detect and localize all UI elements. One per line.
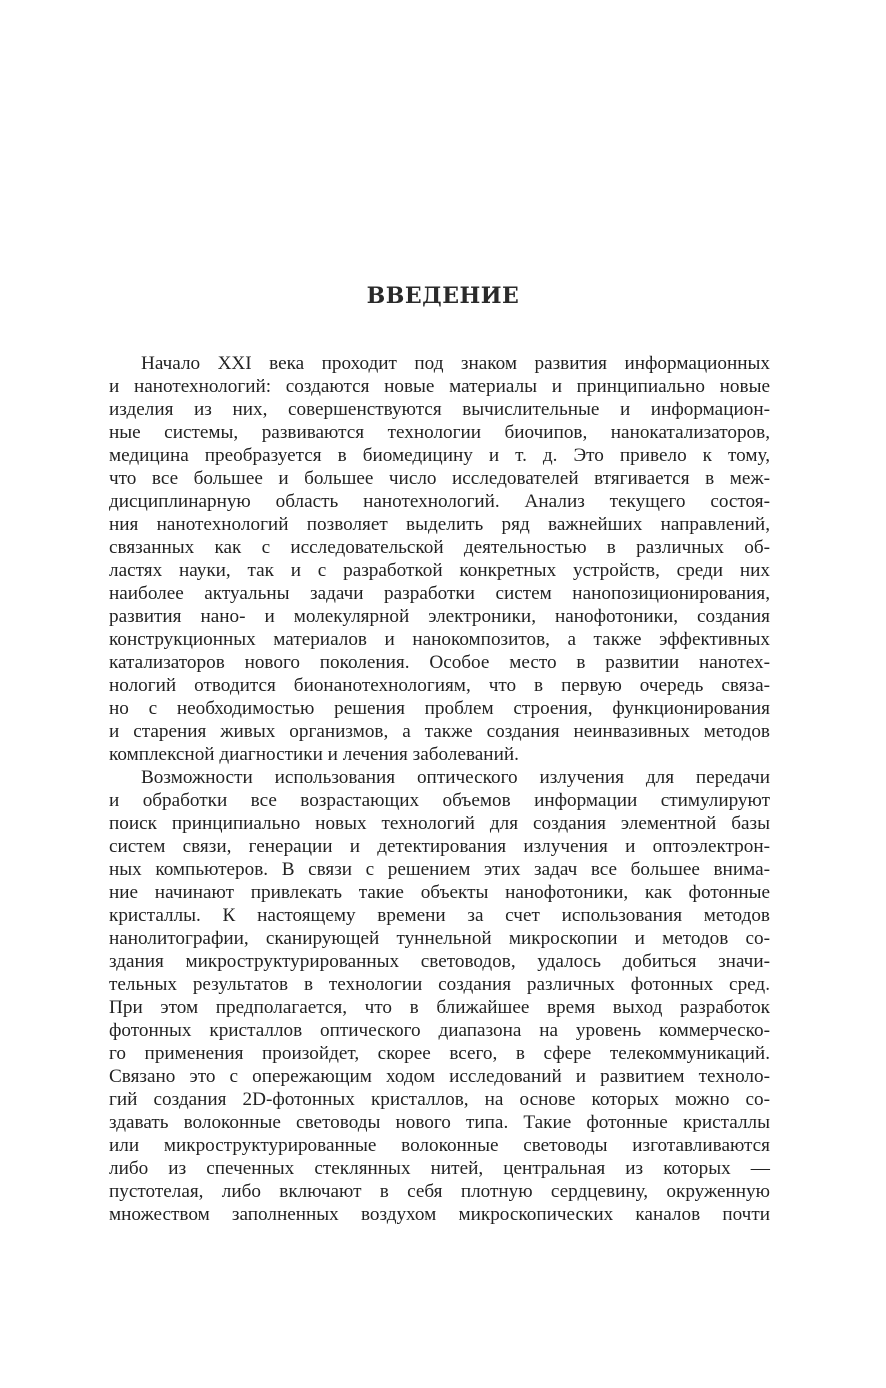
paragraph-2-line: либо из спеченных стеклянных нитей, центральная из которых — xyxy=(109,1158,770,1179)
paragraph-1-line: ные системы, развиваются технологии биочипов, нанокатализаторов, xyxy=(109,422,770,443)
paragraph-1-line: но с необходимостью решения проблем строения, функционирования xyxy=(109,698,770,719)
chapter-heading: ВВЕДЕНИЕ xyxy=(366,283,520,309)
paragraph-1-line: ластях науки, так и с разработкой конкретных устройств, среди них xyxy=(109,560,770,581)
paragraph-1-line: изделия из них, совершенствуются вычислительные и информацион- xyxy=(109,399,770,420)
paragraph-1-line: медицина преобразуется в биомедицину и т. д. Это привело к тому, xyxy=(109,445,770,466)
paragraph-2-line: Связано это с опережающим ходом исследований и развитием техноло- xyxy=(109,1066,770,1087)
paragraph-2-line: поиск принципиально новых технологий для создания элементной базы xyxy=(109,813,770,834)
paragraph-2-line: пустотелая, либо включают в себя плотную сердцевину, окруженную xyxy=(109,1181,770,1202)
paragraph-2-line: множеством заполненных воздухом микроскопических каналов почти xyxy=(109,1204,770,1225)
paragraph-1-line: ния нанотехнологий позволяет выделить ряд важнейших направлений, xyxy=(109,514,770,535)
paragraph-2-line: Возможности использования оптического излучения для передачи xyxy=(141,767,770,788)
paragraph-1-line: конструкционных материалов и нанокомпозитов, а также эффективных xyxy=(109,629,770,650)
paragraph-2-line: здавать волоконные световоды нового типа. Такие фотонные кристаллы xyxy=(109,1112,770,1133)
paragraph-2-line: нанолитографии, сканирующей туннельной микроскопии и методов со- xyxy=(109,928,770,949)
paragraph-2-line: фотонных кристаллов оптического диапазона на уровень коммерческо- xyxy=(109,1020,770,1041)
paragraph-2-line: ние начинают привлекать такие объекты нанофотоники, как фотонные xyxy=(109,882,770,903)
paragraph-2-line: здания микроструктурированных световодов, удалось добиться значи- xyxy=(109,951,770,972)
paragraph-1-line: дисциплинарную область нанотехнологий. Анализ текущего состоя- xyxy=(109,491,770,512)
paragraph-2-line: го применения произойдет, скорее всего, в сфере телекоммуникаций. xyxy=(109,1043,770,1064)
paragraph-1-line: развития нано- и молекулярной электроники, нанофотоники, создания xyxy=(109,606,770,627)
paragraph-2-line: гий создания 2D-фотонных кристаллов, на основе которых можно со- xyxy=(109,1089,770,1110)
paragraph-1-line: нологий отводится бионанотехнологиям, что в первую очередь связа- xyxy=(109,675,770,696)
paragraph-1-line: и старения живых организмов, а также создания неинвазивных методов xyxy=(109,721,770,742)
paragraph-2-line: и обработки все возрастающих объемов информации стимулируют xyxy=(109,790,770,811)
paragraph-2-line: тельных результатов в технологии создания различных фотонных сред. xyxy=(109,974,770,995)
paragraph-1-line: Начало XXI века проходит под знаком развития информационных xyxy=(141,353,770,374)
paragraph-2-line: или микроструктурированные волоконные световоды изготавливаются xyxy=(109,1135,770,1156)
paragraph-1-line: наиболее актуальны задачи разработки систем нанопозиционирования, xyxy=(109,583,770,604)
paragraph-2-line: При этом предполагается, что в ближайшее время выход разработок xyxy=(109,997,770,1018)
paragraph-2-line: систем связи, генерации и детектирования излучения и оптоэлектрон- xyxy=(109,836,770,857)
paragraph-2-line: кристаллы. К настоящему времени за счет использования методов xyxy=(109,905,770,926)
paragraph-2-line: ных компьютеров. В связи с решением этих задач все большее внима- xyxy=(109,859,770,880)
paragraph-1-line: и нанотехнологий: создаются новые материалы и принципиально новые xyxy=(109,376,770,397)
paragraph-1-line: что все большее и большее число исследователей втягивается в меж- xyxy=(109,468,770,489)
paragraph-1-line: связанных как с исследовательской деятельностью в различных об- xyxy=(109,537,770,558)
paragraph-1-line: комплексной диагностики и лечения заболеваний. xyxy=(109,744,519,765)
paragraph-1-line: катализаторов нового поколения. Особое место в развитии нанотех- xyxy=(109,652,770,673)
